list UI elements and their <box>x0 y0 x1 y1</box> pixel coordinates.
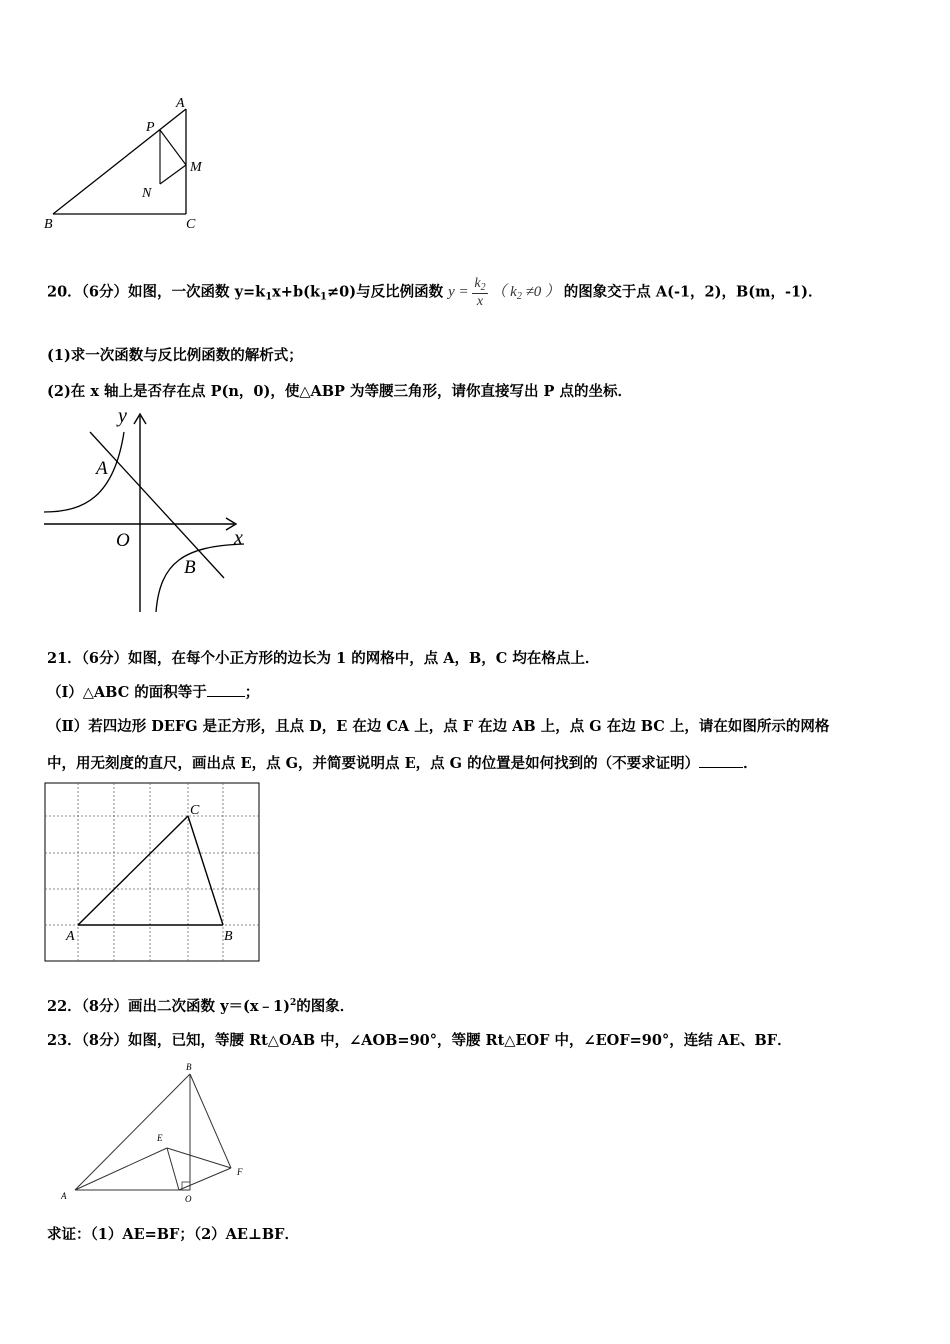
label-f: F <box>237 1167 243 1177</box>
formula-condition: （ k <box>491 284 517 301</box>
q20-sub-k1b: 1 <box>320 291 327 303</box>
figure-function-graph <box>44 402 254 617</box>
q20-mid1: x+b(k <box>272 283 320 301</box>
segment-eo <box>167 1148 179 1190</box>
q21-line2 <box>47 681 259 702</box>
q20-formula <box>448 276 564 309</box>
formula-denominator: x <box>476 294 484 309</box>
label-y: y <box>118 405 127 427</box>
segment-bf <box>190 1074 231 1168</box>
segment-ba <box>53 109 186 214</box>
label-c: C <box>186 217 196 232</box>
q22-text-a: 22．（8分）画出二次函数 y＝(x﹣1) <box>47 998 290 1015</box>
segment-cb <box>188 816 223 925</box>
formula-num-k: k <box>474 276 481 291</box>
q20-mid2: ≠0)与反比例函数 <box>326 283 444 301</box>
label-b: B <box>224 929 233 944</box>
q21-part1-end: ； <box>244 684 260 701</box>
answer-blank-1[interactable] <box>207 684 245 697</box>
formula-num-sub: 2 <box>480 282 486 293</box>
label-b: B <box>186 1062 192 1072</box>
label-c: C <box>190 803 200 818</box>
formula-numerator <box>472 276 487 294</box>
q21-part1-text: （Ⅰ）△ABC 的面积等于 <box>47 684 207 701</box>
label-n: N <box>142 186 152 201</box>
q21-part2-end: ． <box>743 755 758 772</box>
figure-grid-triangle <box>44 782 262 964</box>
segment-ef <box>167 1148 231 1168</box>
segment-of <box>179 1168 231 1190</box>
hyperbola-branch-left <box>44 432 124 512</box>
formula-y: y = <box>448 284 469 301</box>
q20-part1: (1)求一次函数与反比例函数的解析式； <box>47 347 303 364</box>
figure-triangle-pmn <box>40 95 220 235</box>
segment-pm <box>160 130 186 165</box>
linear-function-line <box>90 432 224 578</box>
label-a: A <box>66 929 75 944</box>
q23-proof: 求证：（1）AE=BF；（2）AE⊥BF． <box>47 1226 299 1243</box>
label-p: P <box>146 120 155 135</box>
segment-ac <box>78 816 188 925</box>
segment-nm <box>160 165 186 184</box>
q20-part2: (2)在 x 轴上是否存在点 P(n，0)，使△ABP 为等腰三角形，请你直接写出 P 点的坐标． <box>47 383 632 400</box>
q22-line <box>47 995 354 1016</box>
segment-ae <box>75 1148 167 1190</box>
segment-ab <box>75 1074 190 1190</box>
q20-stem <box>47 276 822 310</box>
answer-blank-2[interactable] <box>699 755 743 768</box>
label-e: E <box>157 1133 163 1143</box>
q21-line3: （Ⅱ）若四边形 DEFG 是正方形，且点 D，E 在边 CA 上，点 F 在边 AB 上，点 G 在边 BC 上，请在如图所示的网格 <box>47 718 830 735</box>
q22-superscript: 2 <box>289 998 297 1008</box>
label-a: A <box>96 458 108 479</box>
label-m: M <box>190 160 202 175</box>
q20-suffix: 的图象交于点 A(-1，2)，B(m，-1)． <box>563 283 823 301</box>
formula-fraction <box>472 276 487 310</box>
label-x: x <box>234 527 243 549</box>
q21-line4 <box>47 752 758 773</box>
label-a: A <box>61 1191 67 1201</box>
q20-prefix: 20．（6分）如图，一次函数 y=k <box>47 283 266 301</box>
label-o: O <box>116 530 130 551</box>
formula-cond-sub: 2 <box>516 291 522 303</box>
figure-right-triangles <box>55 1058 255 1208</box>
q20-sub-k1: 1 <box>265 291 273 303</box>
label-b: B <box>44 217 53 232</box>
q23-line: 23．（8分）如图，已知，等腰 Rt△OAB 中，∠AOB=90°，等腰 Rt△EOF 中，∠EOF=90°，连结 AE、BF． <box>47 1032 792 1049</box>
q21-part2-text: 中，用无刻度的直尺，画出点 E，点 G，并简要说明点 E，点 G 的位置是如何找到的（不要求证明） <box>47 755 700 772</box>
q21-line1: 21．（6分）如图，在每个小正方形的边长为 1 的网格中，点 A，B，C 均在格点上． <box>47 650 600 667</box>
q22-text-b: 的图象． <box>296 998 355 1015</box>
label-b: B <box>184 557 196 578</box>
hyperbola-branch-right <box>156 544 244 612</box>
formula-condition-end: ≠0 ） <box>521 284 561 301</box>
label-o: O <box>185 1194 192 1204</box>
label-a: A <box>176 96 185 111</box>
